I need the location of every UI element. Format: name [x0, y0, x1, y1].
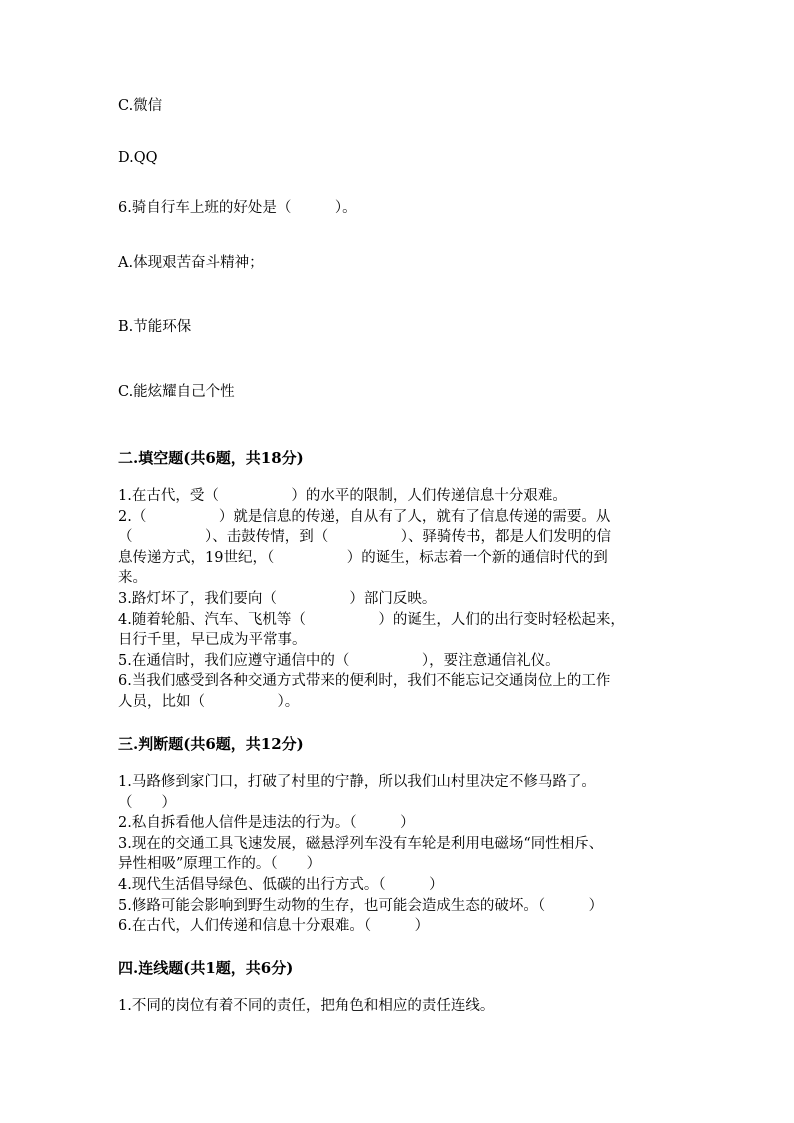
section-3-line: （ ） [118, 794, 176, 811]
section-2-line: 6.当我们感受到各种交通方式带来的便利时，我们不能忘记交通岗位上的工作 [118, 673, 611, 690]
section-3-line: 6.在古代，人们传递和信息十分艰难。（ ） [118, 918, 430, 935]
option-5c: C.微信 [118, 98, 163, 114]
section-2-line: 4.随着轮船、汽车、飞机等（ ）的诞生，人们的出行变时轻松起来， [118, 611, 625, 628]
section-3-line: 2.私自拆看他人信件是违法的行为。（ ） [118, 815, 415, 832]
section-4-heading: 四.连线题(共1题，共6分) [118, 959, 294, 977]
section-2-line: 1.在古代，受（ ）的水平的限制，人们传递信息十分艰难。 [118, 488, 567, 504]
section-2-line: 息传递方式，19世纪，（ ）的诞生，标志着一个新的通信时代的到 [118, 549, 608, 566]
section-2-line: 3.路灯坏了，我们要向（ ）部门反映。 [118, 590, 437, 607]
section-2-heading: 二.填空题(共6题，共18分) [118, 449, 304, 467]
question-6-stem: 6.骑自行车上班的好处是（ ）。 [118, 200, 357, 216]
section-4-question-1: 1.不同的岗位有着不同的责任，把角色和相应的责任连线。 [118, 998, 495, 1014]
section-3-line: 3.现在的交通工具飞速发展，磁悬浮列车没有车轮是利用电磁场“同性相斥、 [118, 835, 604, 852]
option-5d: D.QQ [118, 150, 158, 166]
section-2-line: 2.（ ）就是信息的传递，自从有了人，就有了信息传递的需要。从 [118, 508, 611, 525]
section-2-line: 来。 [118, 570, 147, 587]
section-3-line: 异性相吸”原理工作的。（ ） [118, 856, 322, 873]
option-6b: B.节能环保 [118, 319, 192, 335]
section-2-line: 5.在通信时，我们应遵守通信中的（ ），要注意通信礼仪。 [118, 652, 560, 669]
section-3-body [118, 772, 666, 937]
section-2-line: 日行千里，早已成为平常事。 [118, 632, 307, 649]
option-6c: C.能炫耀自己个性 [118, 384, 235, 400]
section-3-line: 1.马路修到家门口，打破了村里的宁静，所以我们山村里决定不修马路了。 [118, 774, 596, 790]
section-3-heading: 三.判断题(共6题，共12分) [118, 735, 304, 753]
option-6a: A.体现艰苦奋斗精神； [118, 255, 264, 271]
section-2-line: （ ）、击鼓传情，到（ ）、驿骑传书，都是人们发明的信 [118, 529, 611, 546]
section-3-line: 4.现代生活倡导绿色、低碳的出行方式。（ ） [118, 876, 444, 893]
section-2-body [118, 486, 666, 713]
section-3-line: 5.修路可能会影响到野生动物的生存，也可能会造成生态的破坏。（ ） [118, 897, 604, 914]
section-2-line: 人员，比如（ ）。 [118, 693, 300, 710]
